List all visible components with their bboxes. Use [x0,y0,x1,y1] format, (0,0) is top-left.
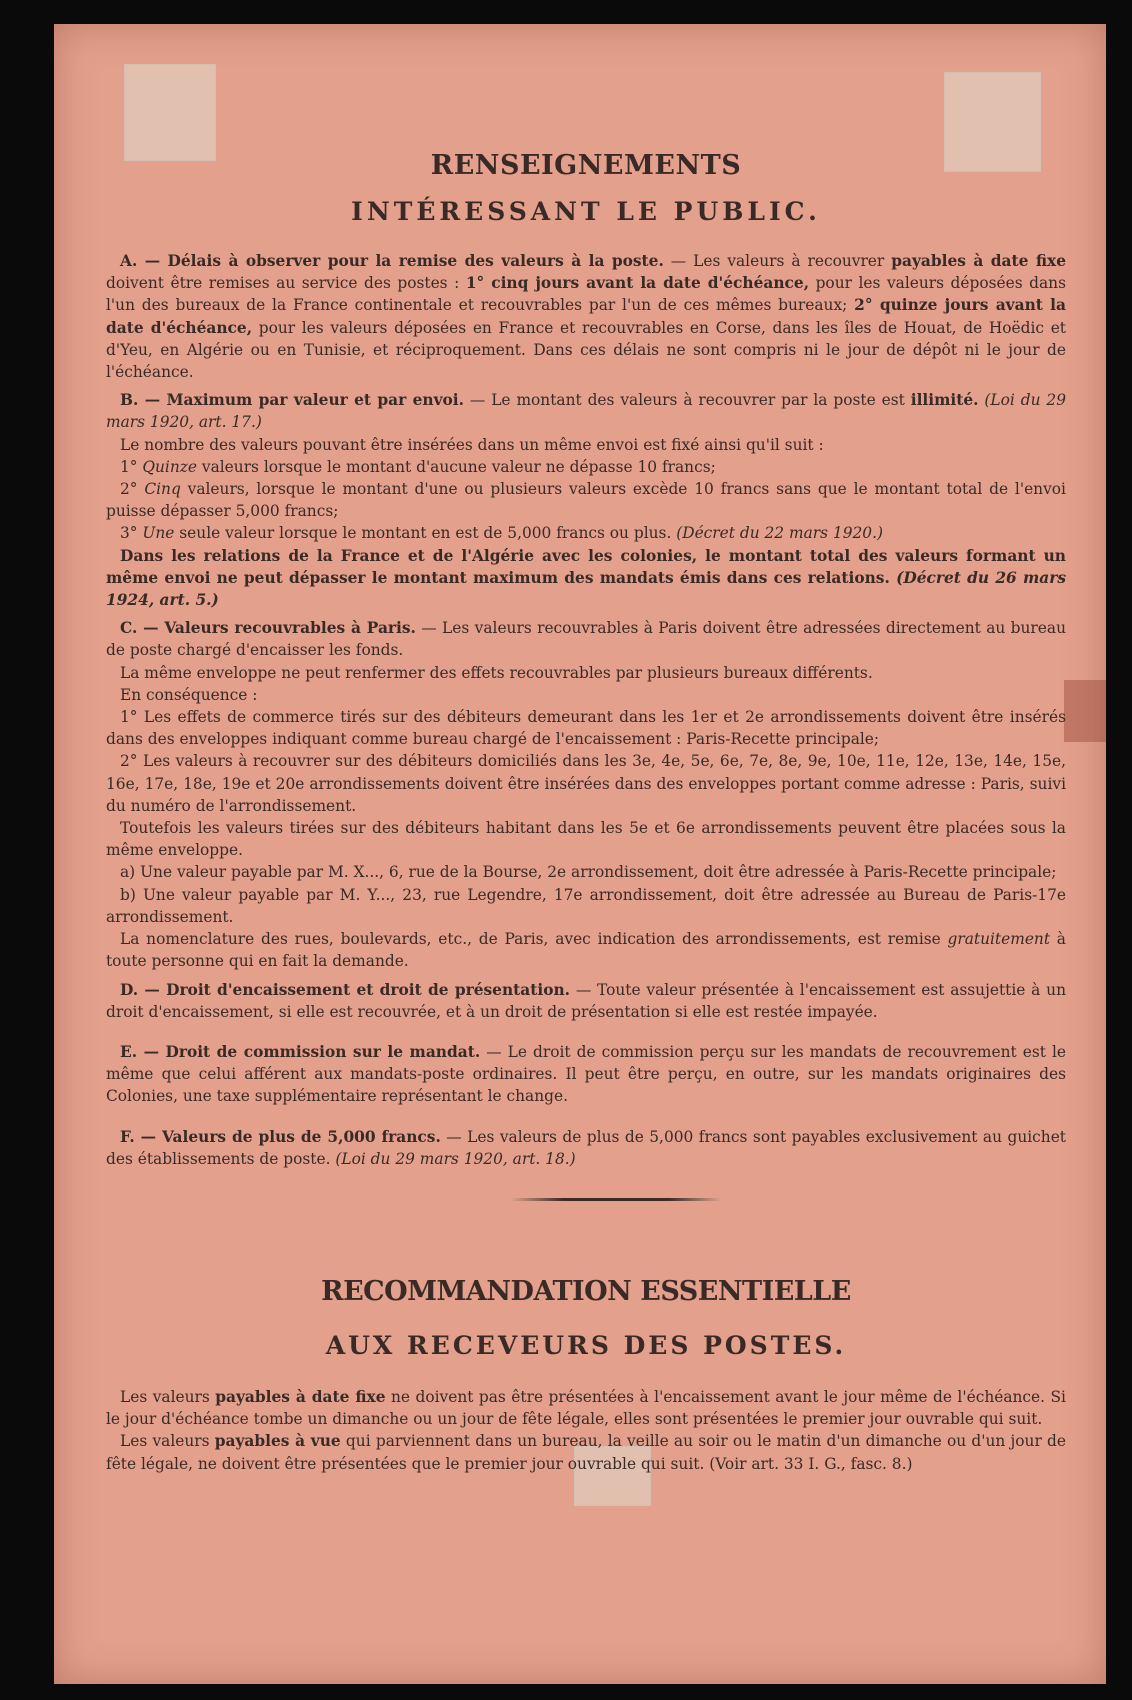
section-b-text: — Le montant des valeurs à recouvrer par la poste est [464,391,911,410]
section-f-text: — Les valeurs de plus de 5,000 francs sont payables exclusivement au guichet des établissements de poste. [106,1127,1066,1168]
recommendation-text: Les valeurs [120,1432,215,1451]
section-d [106,979,1066,1023]
list-item [106,456,1066,478]
section-b-emphasis: illimité. [910,391,979,410]
item-emphasis: Cinq [144,480,181,499]
section-f-heading: F. — Valeurs de plus de 5,000 francs. [120,1127,441,1146]
page-title: RENSEIGNEMENTS [430,150,742,181]
section-a [106,250,1066,383]
item-emphasis: Une [142,524,175,543]
page-subtitle: INTÉRESSANT LE PUBLIC. [351,197,821,226]
section-a-emphasis: 1° cinq jours avant la date d'échéance, [465,274,810,293]
section-a-text: — Les valeurs à recouvrer [663,252,892,270]
list-item [106,478,1066,522]
section-b-text: Le nombre des valeurs pouvant être insérées dans un même envoi est fixé ainsi qu'il suit : [120,435,824,454]
recommendation-emphasis: payables à vue [214,1432,341,1451]
item-text: valeurs lorsque le montant d'aucune valeur ne dépasse 10 francs; [196,457,716,476]
list-item: 2° Les valeurs à recouvrer sur des débiteurs domiciliés dans les 3e, 4e, 5e, 6e, 7e, 8e, 9e, 10e, 11e, 12e, 13e, 14e, 15e, 16e, 17e, 18e, 19e et 20e arrondissements doivent être insérées dans des enveloppes portant comme adresse : Paris, suivi du numéro de l'arrondissement. [106,752,1066,815]
item-emphasis: Quinze [142,457,197,476]
item-number: 1° [120,457,143,476]
section-c [106,617,1066,972]
section-c-text: En conséquence : [120,685,258,704]
recommendation-subtitle: AUX RECEVEURS DES POSTES. [325,1330,847,1360]
section-e-text: — Le droit de commission perçu sur les mandats de recouvrement est le même que celui afférent aux mandats-poste ordinaires. Il peut être perçu, en outre, sur les mandats originaires des Colonies, une taxe supplémentaire représentant le change. [106,1042,1066,1106]
recommendation-emphasis: payables à date fixe [215,1387,386,1406]
list-item [106,522,1066,544]
item-number: 3° [120,524,143,543]
recommendation-text: ne doivent pas être présentées à l'encaissement avant le jour même de l'échéance. Si le jour d'échéance tombe un dimanche ou un jour de fête légale, elles sont présentées le premier jour ouvrable qui suit. [106,1387,1066,1429]
recommendation-text: qui parviennent dans un bureau, la veille au soir ou le matin d'un dimanche ou d'un jour de fête légale, ne doivent être présentées que le premier jour ouvrable qui suit. (Voir art. 33 I. G., fasc. 8.) [106,1432,1066,1473]
recommendation-title: RECOMMANDATION ESSENTIELLE [321,1275,851,1307]
section-b-text: Dans les relations de la France et de l'Algérie avec les colonies, le montant total des valeurs formant un même envoi ne peut dépasser le montant maximum des mandats émis dans ces relations. [106,546,1066,587]
section-a-emphasis: payables à date fixe [891,252,1066,270]
section-a-text: doivent être remises au service des postes : [106,274,466,293]
section-c-heading: C. — Valeurs recouvrables à Paris. [120,619,416,638]
legal-reference: (Loi du 29 mars 1920, art. 18.) [335,1149,576,1168]
section-a-heading: A. — Délais à observer pour la remise des valeurs à la poste. [120,252,664,270]
section-f [106,1126,1066,1170]
recommendation-text: Les valeurs [120,1387,216,1406]
divider [106,1176,1066,1216]
section-a-emphasis: 2° quinze jours avant la date d'échéance, [106,296,1066,337]
example-item: b) Une valeur payable par M. Y..., 23, rue Legendre, 17e arrondissement, doit être adressée au Bureau de Paris-17e arrondissement. [106,885,1066,926]
section-e [106,1041,1066,1108]
recommendation-paragraph [106,1386,1066,1430]
section-c-text: à toute personne qui en fait la demande. [106,930,1066,971]
legal-reference: (Décret du 26 mars 1924, art. 5.) [106,568,1067,610]
item-text: seule valeur lorsque le montant en est de 5,000 francs ou plus. [174,524,677,543]
section-c-text: Toutefois les valeurs tirées sur des débiteurs habitant dans les 5e et 6e arrondissements peuvent être placées sous la même enveloppe. [106,819,1066,860]
tape-mark [124,64,216,161]
example-item: a) Une valeur payable par M. X..., 6, rue de la Bourse, 2e arrondissement, doit être adressée à Paris-Recette principale; [120,863,1057,882]
document-content [106,150,1066,1475]
legal-reference: (Loi du 29 mars 1920, art. 17.) [106,391,1066,432]
section-c-emphasis: gratuitement [947,930,1051,949]
section-d-text: — Toute valeur présentée à l'encaissement est assujettie à un droit d'encaissement, si elle est recouvrée, et à un droit de présentation si elle est restée impayée. [106,980,1066,1021]
divider-line [511,1198,721,1201]
section-e-heading: E. — Droit de commission sur le mandat. [120,1042,481,1061]
section-c-text: La nomenclature des rues, boulevards, etc., de Paris, avec indication des arrondissements, est remise [120,930,948,949]
list-item: 1° Les effets de commerce tirés sur des débiteurs demeurant dans les 1er et 2e arrondissements doivent être insérés dans des enveloppes indiquant comme bureau chargé de l'encaissement : Paris-Recette principale; [106,708,1066,749]
section-d-heading: D. — Droit d'encaissement et droit de présentation. [120,980,571,999]
section-c-text: — Les valeurs recouvrables à Paris doivent être adressées directement au bureau de poste chargé d'encaisser les fonds. [106,619,1066,660]
section-a-text: pour les valeurs déposées en France et recouvrables en Corse, dans les îles de Houat, de Hoëdic et d'Yeu, en Algérie ou en Tunisie, et réciproquement. Dans ces délais ne sont compris ni le jour de dépôt ni le jour de l'échéance. [106,318,1066,382]
section-c-text: La même enveloppe ne peut renfermer des effets recouvrables par plusieurs bureaux différents. [120,663,873,682]
section-b [106,389,1066,611]
document-sheet [54,24,1106,1684]
section-b-heading: B. — Maximum par valeur et par envoi. [120,391,464,410]
item-number: 2° [120,480,145,499]
item-text: valeurs, lorsque le montant d'une ou plusieurs valeurs excède 10 francs sans que le montant total de l'envoi puisse dépasser 5,000 francs; [106,480,1066,521]
legal-reference: (Décret du 22 mars 1920.) [676,524,883,543]
section-a-text: pour les valeurs déposées dans l'un des bureaux de la France continentale et recouvrables par l'un de ces mêmes bureaux; [106,274,1066,315]
recommendation-paragraph [106,1430,1066,1474]
paper-stain [1064,680,1106,742]
